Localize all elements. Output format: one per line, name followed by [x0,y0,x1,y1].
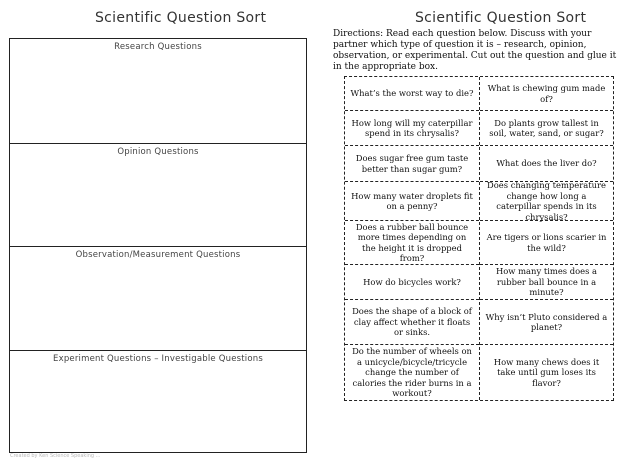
experiment-questions-box[interactable] [9,350,307,453]
question-card[interactable]: How do bicycles work? [345,265,479,300]
question-card[interactable]: What is chewing gum made of? [480,77,613,111]
left-page-title: Scientific Question Sort [95,10,267,26]
question-card[interactable]: Are tigers or lions scarier in the wild? [480,221,613,265]
question-card[interactable]: What’s the worst way to die? [345,77,479,111]
observation-questions-box[interactable] [9,246,307,351]
question-card[interactable]: Does the shape of a block of clay affect whether it floats or sinks. [345,300,479,345]
opinion-questions-label: Opinion Questions [117,147,199,157]
question-card[interactable]: Why isn’t Pluto considered a planet? [480,300,613,345]
question-card[interactable]: Does sugar free gum taste better than sugar gum? [345,146,479,182]
question-cards-grid [344,76,614,401]
footer-credit: Created by Ken Science Speaking ... [10,453,101,459]
question-card[interactable]: How many chews does it take until gum loses its flavor? [493,356,600,388]
directions-text: Directions: Read each question below. Discuss with your partner which type of question it is – research, opinion, observation, or experimental. Cut out the question and glue it in the appropriate box. [333,29,617,72]
question-card[interactable]: What does the liver do? [480,146,613,182]
opinion-questions-box[interactable] [9,143,307,247]
research-questions-label: Research Questions [114,42,202,52]
question-card[interactable]: Does changing temperature change how long a caterpillar spends in its chrysalis? [480,182,613,221]
question-card[interactable]: How many water droplets fit on a penny? [345,182,479,221]
question-card[interactable]: How many times does a rubber ball bounce in a minute? [480,265,613,300]
right-page-title: Scientific Question Sort [415,10,587,26]
research-questions-box[interactable] [9,38,307,144]
question-card[interactable]: Does a rubber ball bounce more times depending on the height it is dropped from? [345,221,479,265]
question-card[interactable]: How long will my caterpillar spend in its chrysalis? [345,111,479,146]
question-card[interactable]: Do the number of wheels on a unicycle/bicycle/tricycle change the number of calories the rider burns in a workout? [352,346,472,399]
experiment-questions-label: Experiment Questions – Investigable Questions [53,354,263,364]
observation-questions-label: Observation/Measurement Questions [75,250,241,260]
question-card[interactable]: Do plants grow tallest in soil, water, sand, or sugar? [480,111,613,146]
